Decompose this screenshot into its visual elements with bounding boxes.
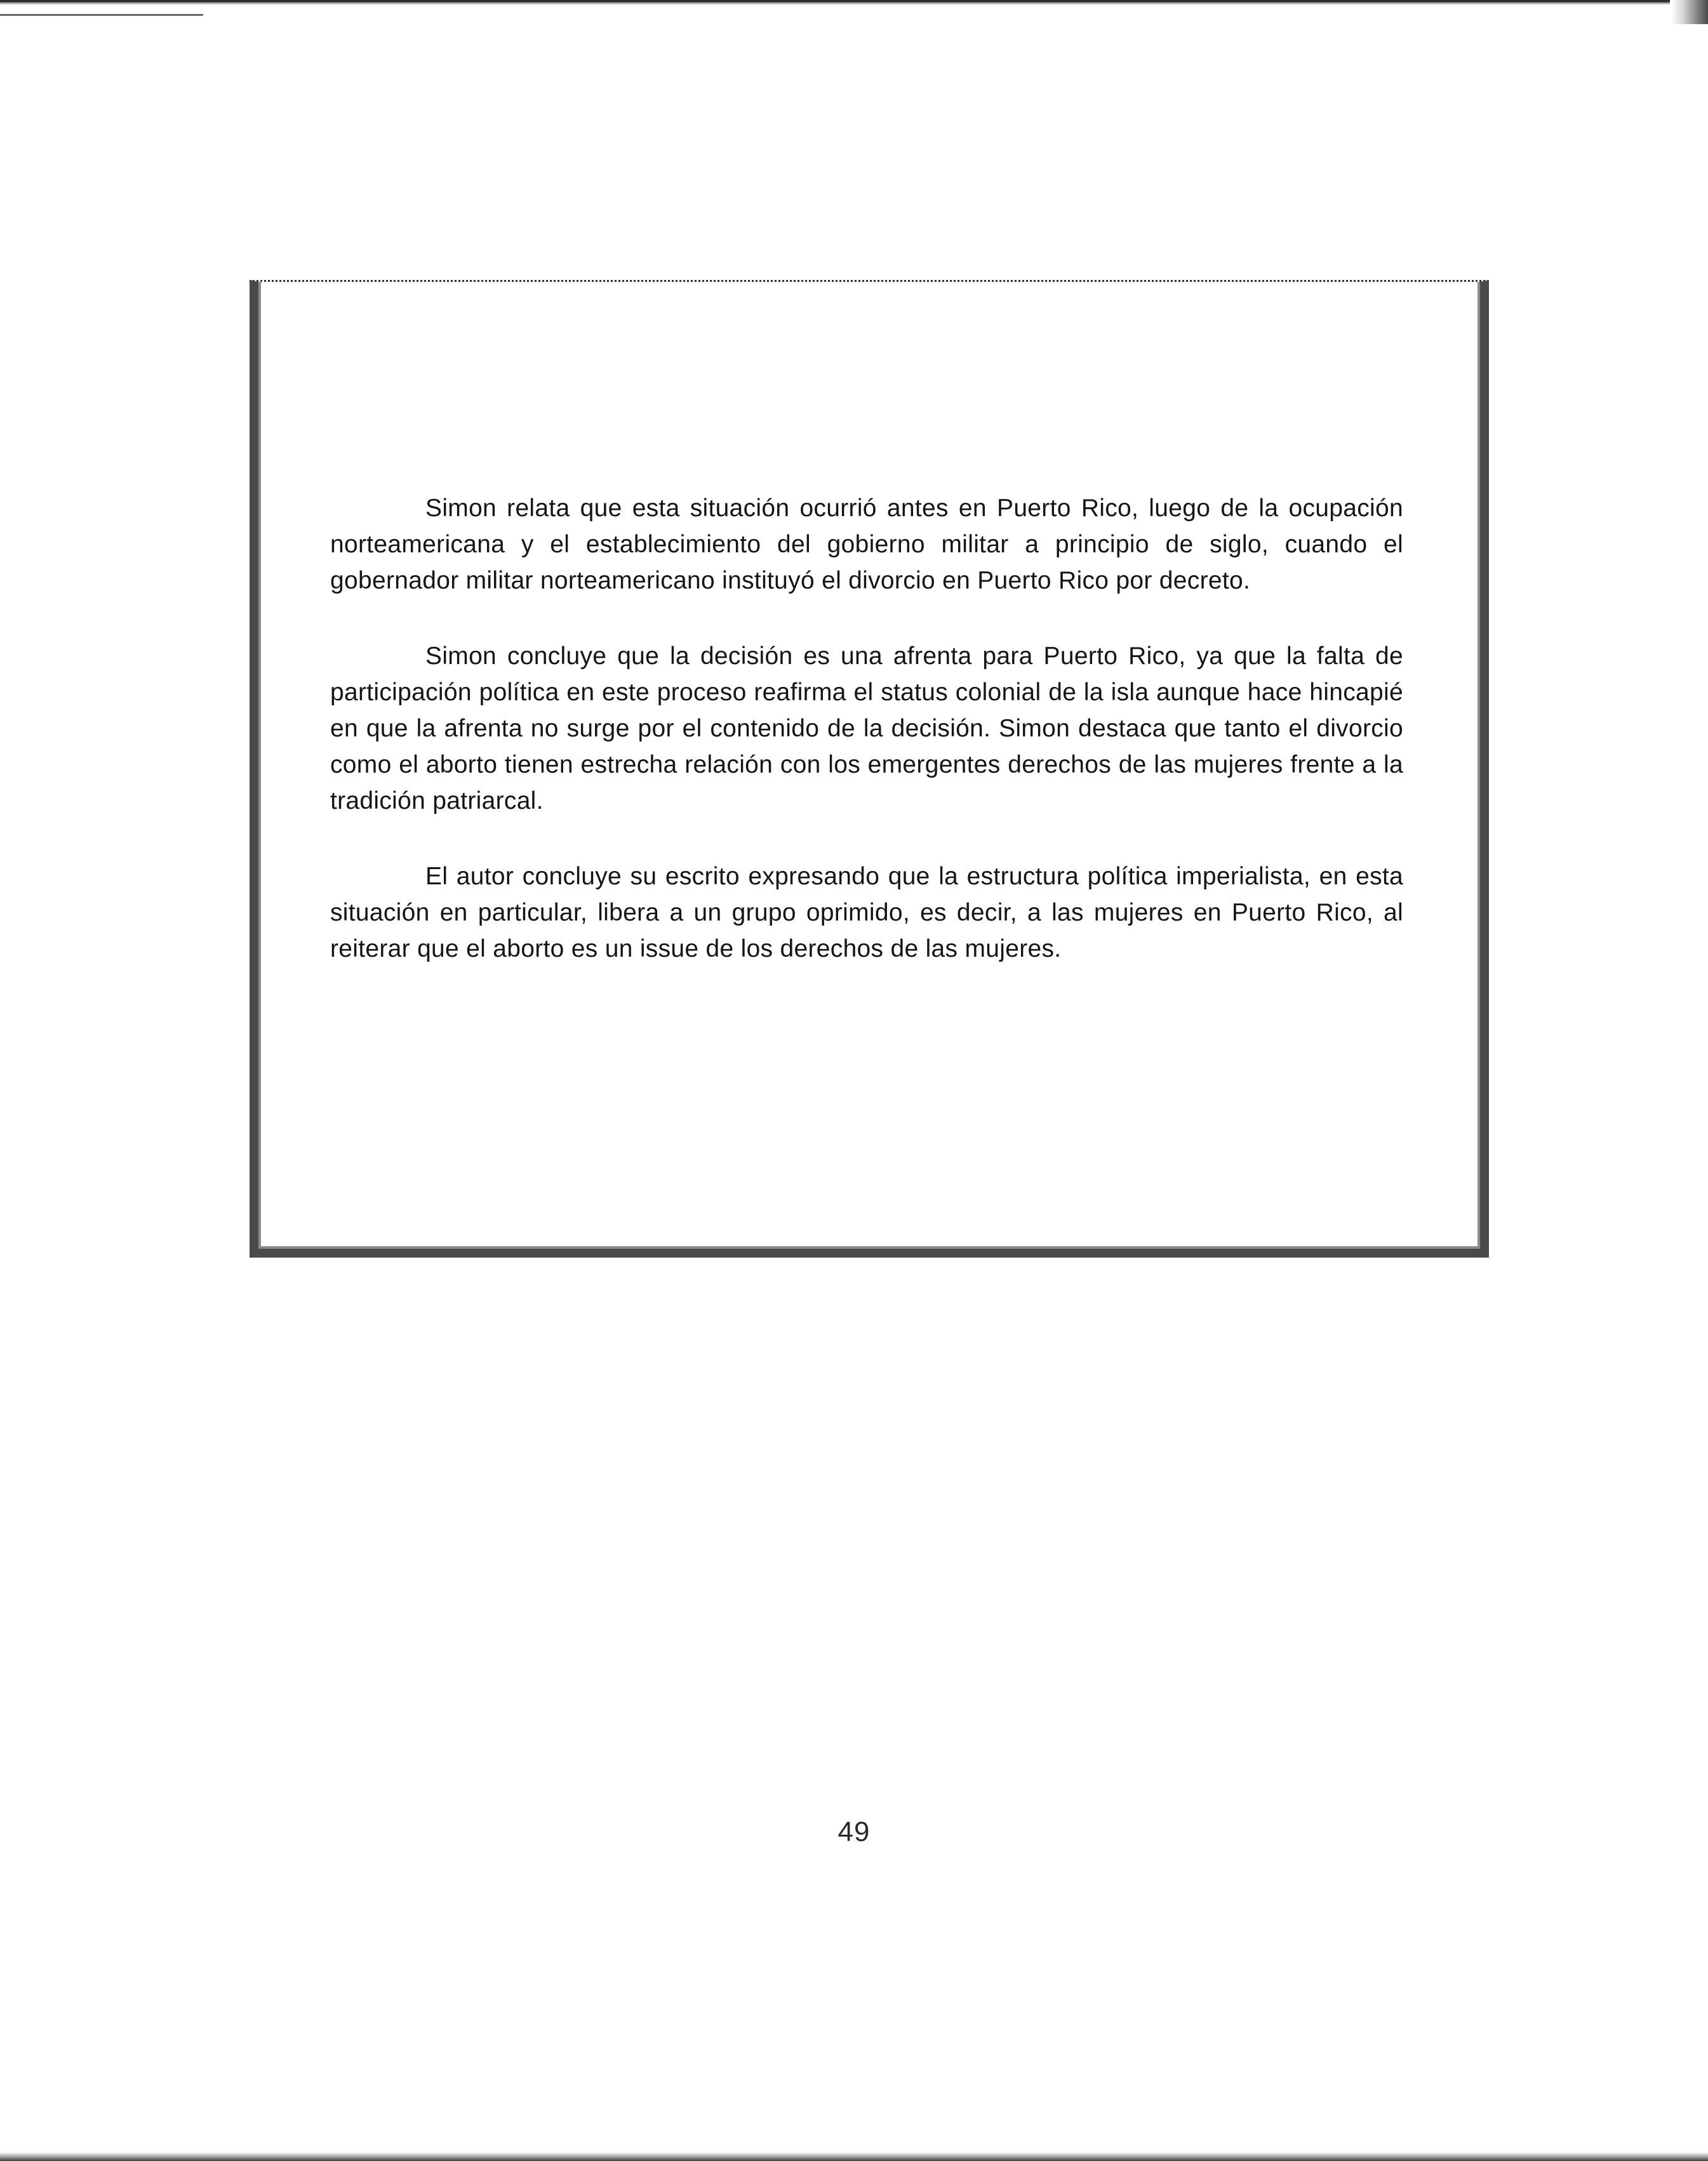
page-number: 49 [837,1816,871,1847]
page-edge-top [0,0,1670,5]
paragraph-2: Simon concluye que la decisión es una afrenta para Puerto Rico, ya que la falta de participación política en este proceso reafirma el status colonial de la isla aunque hace hincapié en que la afrenta no surge por el contenido de la decisión. Simon destaca que tanto el divorcio como el aborto tienen estrecha relación con los emergentes derechos de las mujeres frente a la tradición patriarcal. [330,642,1403,815]
page-edge-top-line [0,14,203,16]
page-edge-right [1671,0,1708,24]
paragraph-3: El autor concluye su escrito expresando que la estructura política imperialista, en esta situación en particular, libera a un grupo oprimido, es decir, a las mujeres en Puerto Rico, al reiterar que el aborto es un issue de los derechos de las mujeres. [330,863,1403,962]
text-box-frame [250,280,1489,1258]
text-box-body [330,490,1403,967]
paragraph-1: Simon relata que esta situación ocurrió antes en Puerto Rico, luego de la ocupación norteamericana y el establecimiento del gobierno militar a principio de siglo, cuando el gobernador militar norteamericano instituyó el divorcio en Puerto Rico por decreto. [330,495,1403,594]
page-edge-bottom [0,2152,1708,2161]
